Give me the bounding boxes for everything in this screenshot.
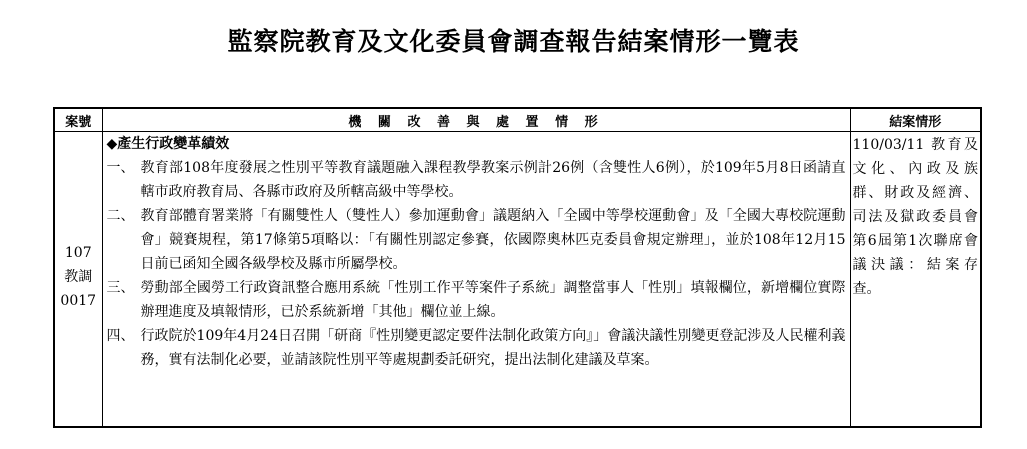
case-table xyxy=(53,107,982,428)
list-item xyxy=(107,276,846,324)
section-heading: ◆產生行政變革績效 xyxy=(106,136,230,152)
item-text: 勞動部全國勞工行政資訊整合應用系統「性別工作平等案件子系統」調整當事人「性別」填報欄位，新增欄位實際辦理進度及填報情形，已於系統新增「其他」欄位並上線。 xyxy=(140,280,846,320)
case-number-line: 107 xyxy=(64,245,92,261)
table-header-row xyxy=(54,108,981,132)
item-number: 一、 xyxy=(106,160,135,176)
item-text: 行政院於109年4月24日召開「研商『性別變更認定要件法制化政策方向』」會議決議性別變更登記涉及人民權利義務，實有法制化必要，並請該院性別平等處規劃委託研究，提出法制化建議及草案。 xyxy=(140,328,846,368)
item-number: 三、 xyxy=(106,280,135,296)
table-row xyxy=(54,132,981,428)
item-text: 教育部體育署業將「有關雙性人（雙性人）參加運動會」議題納入「全國中等學校運動會」及「全國大專校院運動會」競賽規程，第17條第5項略以：「有關性別認定參賽，依國際奧林匹克委員會規定辦理」，並於108年12月15日前已函知全國各級學校及縣市所屬學校。 xyxy=(140,208,846,272)
header-measures: 機 關 改 善 與 處 置 情 形 xyxy=(102,108,850,132)
case-number-cell xyxy=(54,132,102,428)
measures-cell xyxy=(102,132,850,428)
list-item xyxy=(107,156,846,204)
list-item xyxy=(107,204,846,276)
case-number-line: 0017 xyxy=(60,293,97,309)
result-text: 110/03/11 教育及文化、內政及族群、財政及經濟、司法及獄政委員會第6屆第1次聯席會議決議：結案存查。 xyxy=(852,137,978,297)
case-number-line: 教調 xyxy=(64,269,93,285)
item-number: 二、 xyxy=(106,208,135,224)
item-text: 教育部108年度發展之性別平等教育議題融入課程教學教案示例計26例（含雙性人6例），於109年5月8日函請直轄市政府教育局、各縣市政府及所轄高級中等學校。 xyxy=(140,160,846,200)
result-cell xyxy=(850,132,981,428)
header-case-no: 案號 xyxy=(54,108,102,132)
page-title: 監察院教育及文化委員會調查報告結案情形一覽表 xyxy=(227,27,800,56)
item-number: 四、 xyxy=(106,328,135,344)
list-item xyxy=(107,324,846,372)
header-status: 結案情形 xyxy=(850,108,981,132)
